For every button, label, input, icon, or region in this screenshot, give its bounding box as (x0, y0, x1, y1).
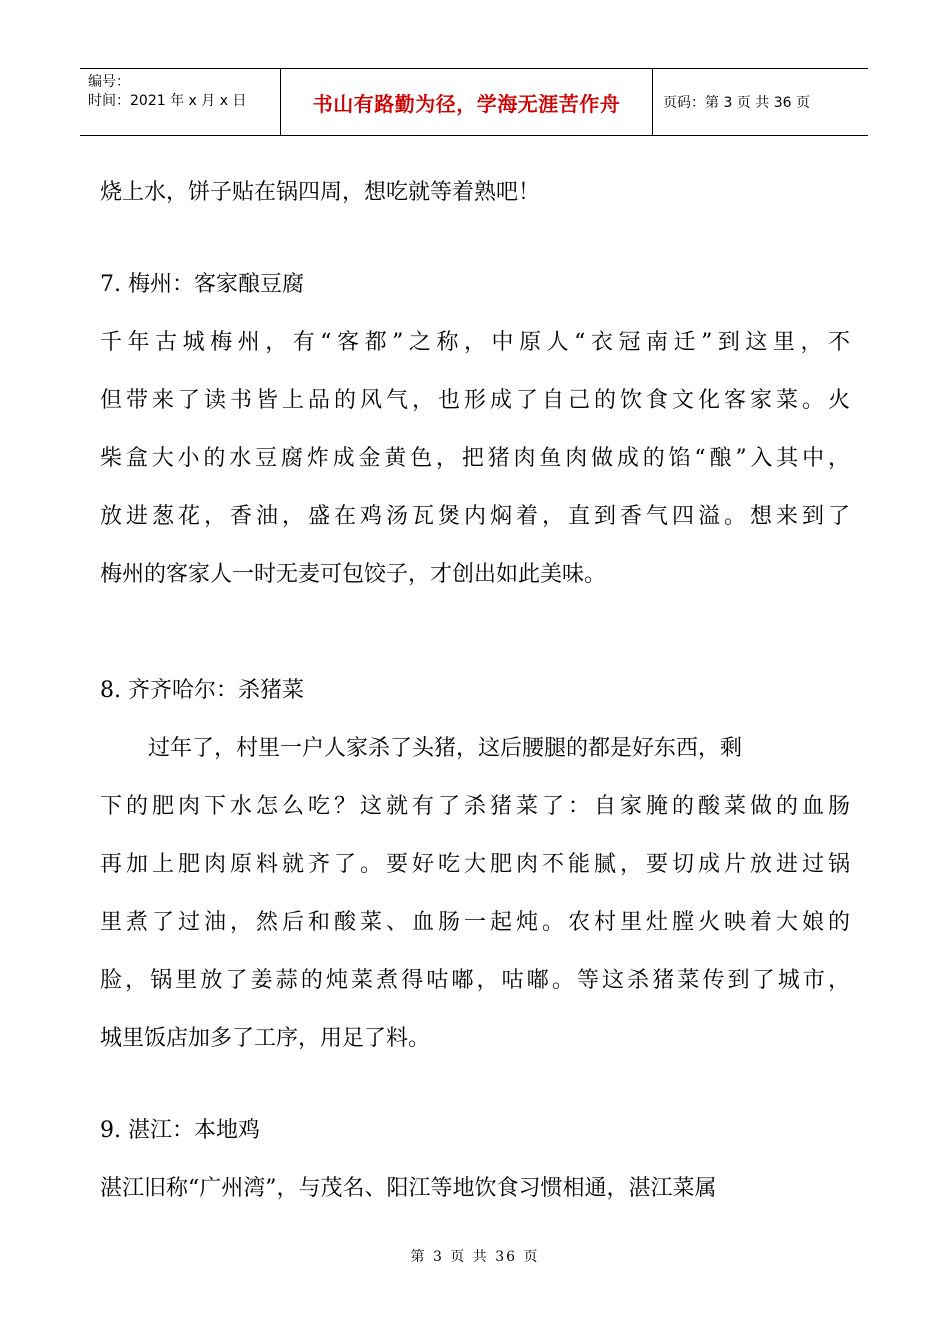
paragraph-line: 湛江旧称“广州湾”，与茂名、阳江等地饮食习惯相通，湛江菜属 (100, 1176, 717, 1201)
paragraph-line: 梅州的客家人一时无麦可包饺子，才创出如此美味。 (100, 562, 607, 587)
header-page-label: 页码：第 3 页 共 36 页 (663, 95, 810, 111)
section-title-9: 9. 湛江：本地鸡 (100, 1118, 260, 1143)
header-meta (80, 69, 281, 135)
number-label: 编号： (88, 74, 130, 90)
paragraph-line: 放进葱花，香油，盛在鸡汤瓦煲内焖着，直到香气四溢。想来到了 (100, 504, 850, 529)
paragraph-line: 过年了，村里一户人家杀了头猪，这后腰腿的都是好东西，剩 (148, 736, 743, 761)
paragraph-line: 柴盒大小的水豆腐炸成金黄色，把猪肉鱼肉做成的馅“酿”入其中， (100, 446, 850, 471)
paragraph-line: 里煮了过油，然后和酸菜、血肠一起炖。农村里灶膛火映着大娘的 (100, 910, 850, 935)
paragraph-line: 城里饭店加多了工序，用足了料。 (100, 1026, 431, 1051)
document-header (80, 68, 868, 136)
paragraph-line: 但带来了读书皆上品的风气，也形成了自己的饮食文化客家菜。火 (100, 388, 850, 413)
document-body (100, 164, 850, 1218)
paragraph-line: 烧上水，饼子贴在锅四周，想吃就等着熟吧！ (100, 180, 541, 205)
paragraph-line: 下的肥肉下水怎么吃？这就有了杀猪菜了：自家腌的酸菜做的血肠 (100, 794, 850, 819)
page-footer: 第 3 页 共 36 页 (410, 1249, 540, 1265)
paragraph-line: 再加上肥肉原料就齐了。要好吃大肥肉不能腻，要切成片放进过锅 (100, 852, 850, 877)
section-title-8: 8. 齐齐哈尔：杀猪菜 (100, 678, 304, 703)
time-label: 时间：2021 年 x 月 x 日 (88, 93, 247, 109)
section-title-7: 7. 梅州：客家酿豆腐 (100, 272, 304, 297)
paragraph-line: 千年古城梅州，有“客都”之称，中原人“衣冠南迁”到这里，不 (100, 330, 850, 355)
header-motto: 书山有路勤为径，学海无涯苦作舟 (281, 69, 653, 135)
paragraph-line: 脸，锅里放了姜蒜的炖菜煮得咕嘟，咕嘟。等这杀猪菜传到了城市， (100, 968, 850, 993)
